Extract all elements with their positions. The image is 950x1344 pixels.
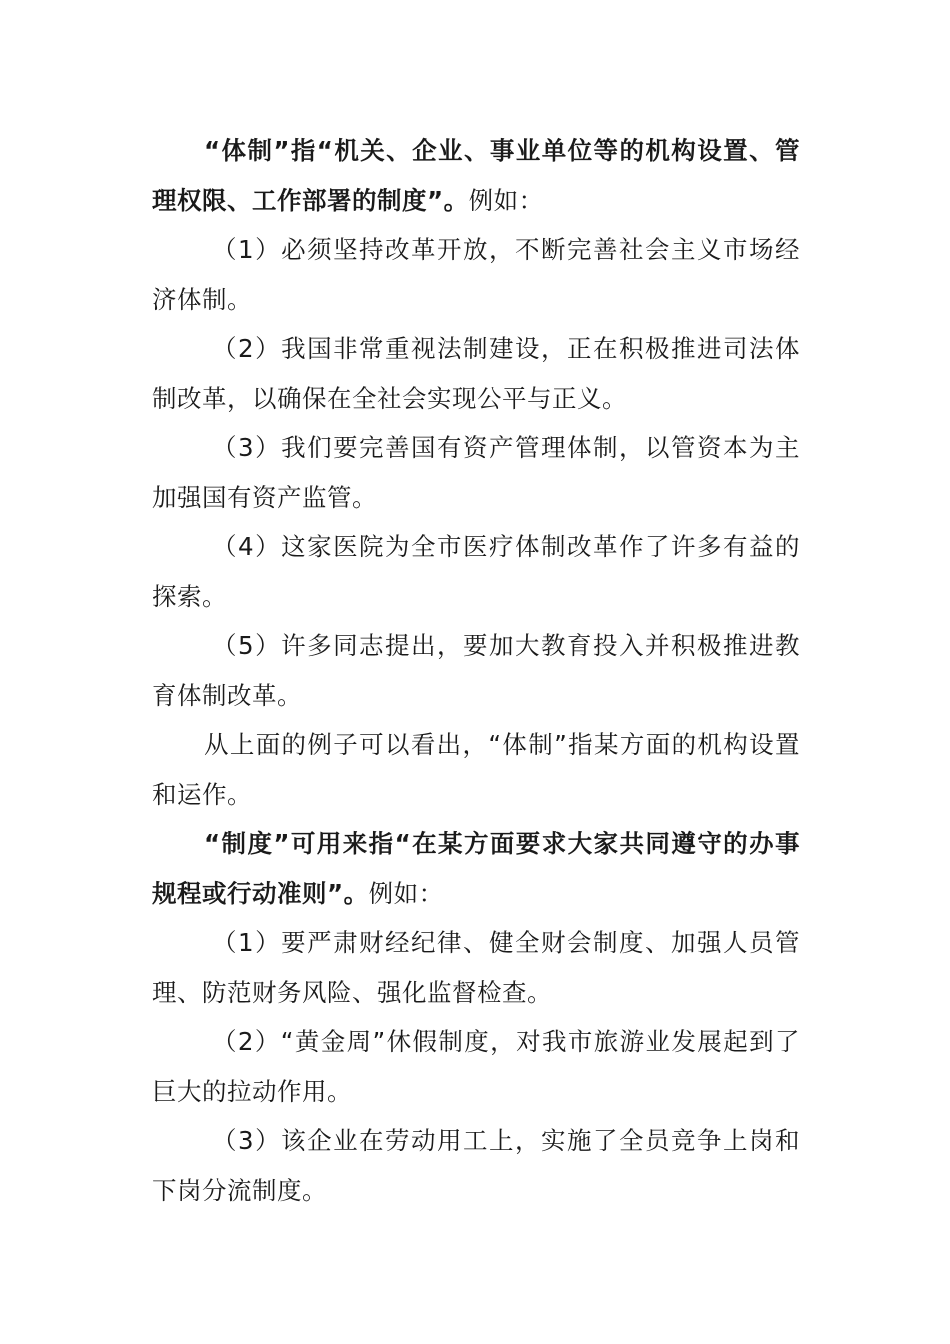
tizhi-definition-bold: “体制”指“机关、企业、事业单位等的机构设置、管理权限、工作部署的制度”。 bbox=[152, 136, 800, 215]
zhidu-definition-tail: 例如： bbox=[368, 878, 444, 908]
zhidu-definition-bold: “制度”可用来指“在某方面要求大家共同遵守的办事规程或行动准则”。 bbox=[152, 829, 800, 908]
tizhi-example-2: （2）我国非常重视法制建设，正在积极推进司法体制改革，以确保在全社会实现公平与正义。 bbox=[152, 334, 800, 413]
tizhi-example-1: （1）必须坚持改革开放，不断完善社会主义市场经济体制。 bbox=[152, 235, 800, 314]
zhidu-example-1: （1）要严肃财经纪律、健全财会制度、加强人员管理、防范财务风险、强化监督检查。 bbox=[152, 928, 800, 1007]
zhidu-definition-paragraph bbox=[152, 819, 800, 918]
document-page bbox=[152, 126, 800, 1215]
tizhi-example-4: （4）这家医院为全市医疗体制改革作了许多有益的探索。 bbox=[152, 532, 800, 611]
tizhi-example-5: （5）许多同志提出，要加大教育投入并积极推进教育体制改革。 bbox=[152, 631, 800, 710]
tizhi-definition-tail: 例如： bbox=[468, 185, 544, 215]
tizhi-definition-paragraph bbox=[152, 126, 800, 225]
zhidu-example-3: （3）该企业在劳动用工上，实施了全员竞争上岗和下岗分流制度。 bbox=[152, 1126, 800, 1205]
zhidu-example-2: （2）“黄金周”休假制度，对我市旅游业发展起到了巨大的拉动作用。 bbox=[152, 1027, 800, 1106]
tizhi-summary: 从上面的例子可以看出，“体制”指某方面的机构设置和运作。 bbox=[152, 730, 800, 809]
tizhi-example-3: （3）我们要完善国有资产管理体制，以管资本为主加强国有资产监管。 bbox=[152, 433, 800, 512]
